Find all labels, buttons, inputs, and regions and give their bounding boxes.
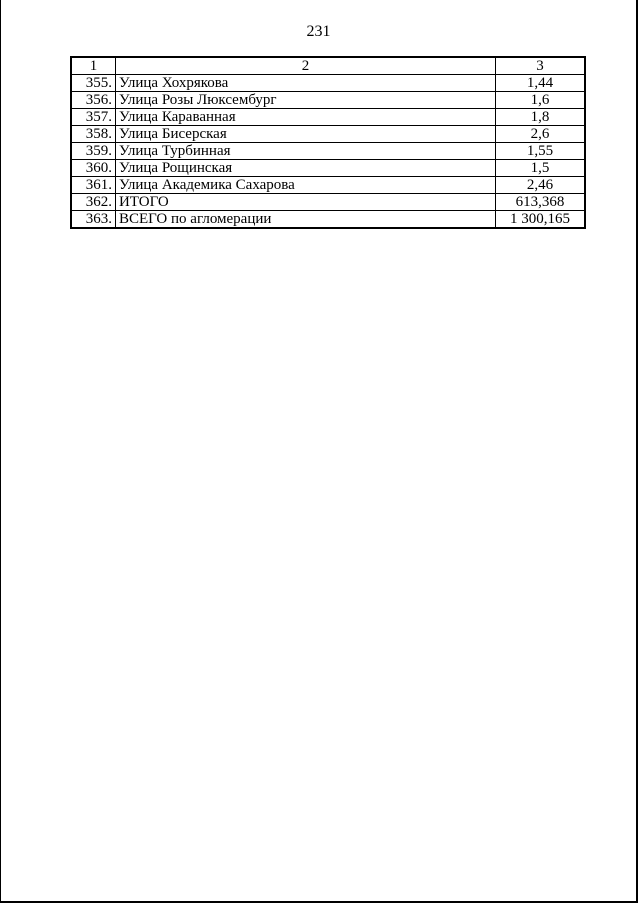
table-row	[71, 160, 585, 177]
row-number: 358.	[71, 126, 115, 143]
table-row	[71, 143, 585, 160]
subtotal-value: 613,368	[496, 194, 585, 211]
table-row	[71, 75, 585, 92]
row-value: 1,6	[496, 92, 585, 109]
street-name: Улица Караванная	[115, 109, 495, 126]
row-value: 1,55	[496, 143, 585, 160]
subtotal-label: ИТОГО	[115, 194, 495, 211]
column-header-1: 1	[71, 57, 115, 75]
column-header-3: 3	[496, 57, 585, 75]
row-value: 2,6	[496, 126, 585, 143]
street-name: Улица Бисерская	[115, 126, 495, 143]
row-value: 1,8	[496, 109, 585, 126]
row-value: 1,44	[496, 75, 585, 92]
row-number: 361.	[71, 177, 115, 194]
column-header-2: 2	[115, 57, 495, 75]
table-row	[71, 177, 585, 194]
row-number: 362.	[71, 194, 115, 211]
data-table	[70, 56, 586, 229]
table-row-total	[71, 211, 585, 229]
street-name: Улица Академика Сахарова	[115, 177, 495, 194]
street-name: Улица Розы Люксембург	[115, 92, 495, 109]
total-label: ВСЕГО по агломерации	[115, 211, 495, 229]
row-number: 359.	[71, 143, 115, 160]
row-number: 356.	[71, 92, 115, 109]
street-name: Улица Рощинская	[115, 160, 495, 177]
row-value: 2,46	[496, 177, 585, 194]
row-number: 363.	[71, 211, 115, 229]
total-value: 1 300,165	[496, 211, 585, 229]
street-name: Улица Хохрякова	[115, 75, 495, 92]
table-row	[71, 126, 585, 143]
street-name: Улица Турбинная	[115, 143, 495, 160]
table-row-subtotal	[71, 194, 585, 211]
row-value: 1,5	[496, 160, 585, 177]
table-header-row	[71, 57, 585, 75]
table-row	[71, 109, 585, 126]
row-number: 355.	[71, 75, 115, 92]
row-number: 357.	[71, 109, 115, 126]
page-number: 231	[306, 23, 331, 40]
row-number: 360.	[71, 160, 115, 177]
table-row	[71, 92, 585, 109]
